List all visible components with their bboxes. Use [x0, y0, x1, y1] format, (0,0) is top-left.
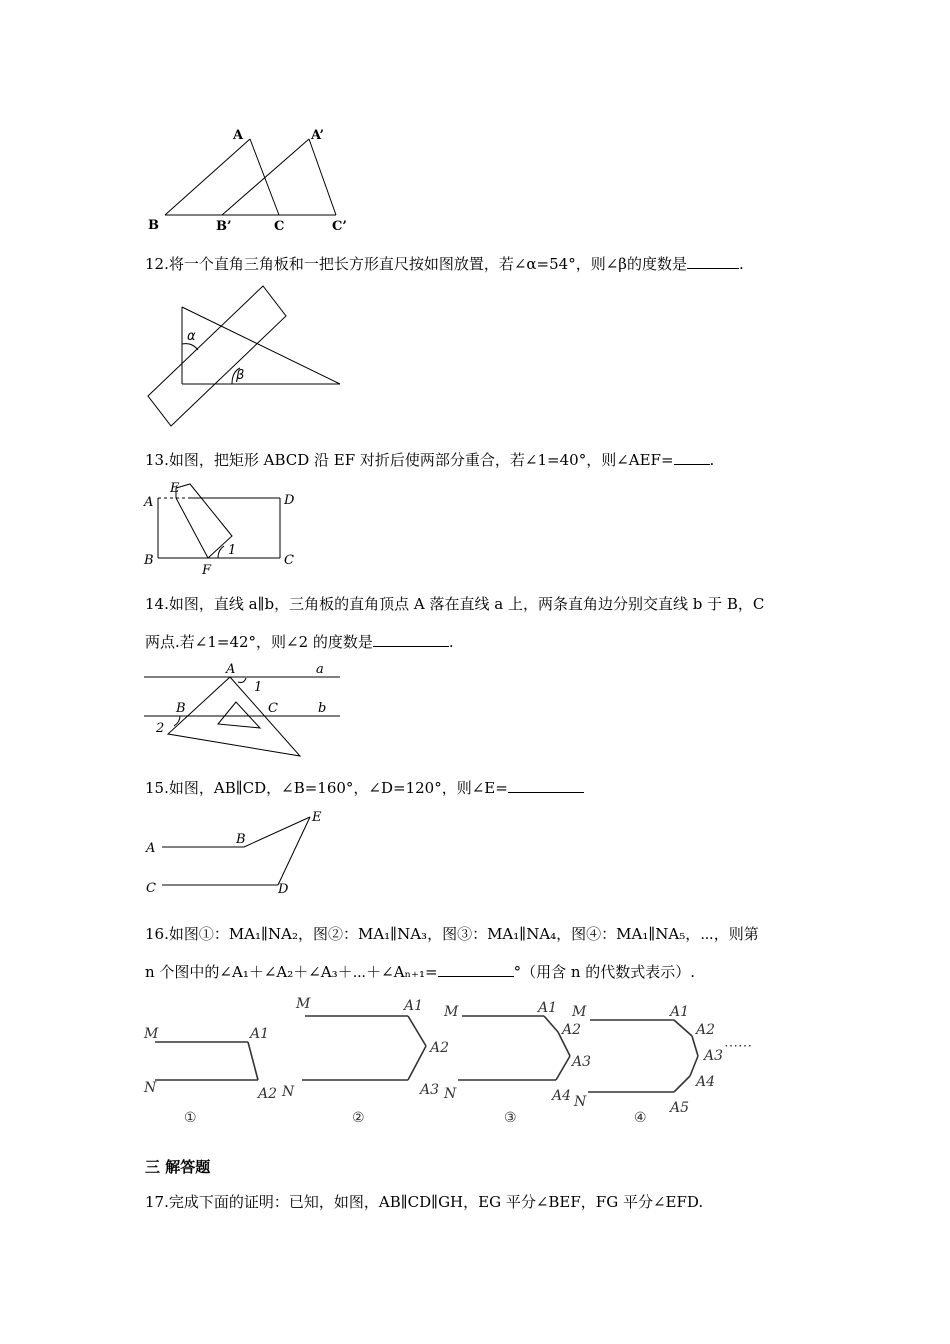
question-16-line-2: [145, 962, 695, 982]
question-14-line-1: [145, 594, 764, 614]
question-17-text: 17.完成下面的证明：已知，如图，AB∥CD∥GH，EG 平分∠BEF，FG 平分∠EFD.: [145, 1193, 704, 1211]
label-F: F: [202, 563, 212, 578]
question-16-text: 16.如图①：MA₁∥NA₂，图②：MA₁∥NA₃，图③：MA₁∥NA₄，图④：MA₁∥NA₅，⋯，则第: [145, 925, 759, 943]
question-15: [145, 778, 584, 798]
caption-3: ③: [504, 1110, 517, 1126]
label-B: B: [144, 553, 154, 568]
alpha-label: α: [187, 329, 196, 344]
label-A: A: [233, 128, 244, 143]
label-a: a: [316, 662, 324, 677]
question-15-text: 15.如图，AB∥CD，∠B=160°，∠D=120°，则∠E=: [145, 779, 508, 797]
fig4-M: M: [572, 1004, 587, 1020]
label-C-prime: C’: [332, 219, 347, 234]
fig4-A3: A3: [704, 1048, 724, 1064]
fig2-M: M: [296, 996, 311, 1012]
label-A-prime: A’: [311, 128, 325, 143]
label-C: C: [146, 881, 156, 896]
caption-4: ④: [634, 1110, 647, 1126]
fig2-A2: A2: [430, 1040, 450, 1056]
label-C: C: [274, 219, 285, 234]
fig3-N: N: [444, 1086, 457, 1102]
fig3-A3: A3: [572, 1054, 592, 1070]
question-16-text-2: n 个图中的∠A₁＋∠A₂＋∠A₃＋⋯＋∠Aₙ₊₁=: [145, 963, 438, 981]
fig4-N: N: [574, 1094, 587, 1110]
answer-blank-13[interactable]: [674, 450, 710, 465]
question-14-text-2: 两点.若∠1=42°，则∠2 的度数是: [145, 633, 373, 651]
label-A: A: [226, 662, 236, 677]
label-E: E: [312, 810, 322, 825]
question-13-end: .: [709, 451, 715, 469]
label-C: C: [284, 553, 294, 568]
beta-label: β: [236, 368, 245, 383]
fig1-M: M: [144, 1026, 159, 1042]
figure-15: [140, 803, 340, 898]
fig4-A4: A4: [696, 1074, 716, 1090]
fig4-A5: A5: [670, 1100, 690, 1116]
question-14-end: .: [448, 633, 454, 651]
fig1-A1: A1: [250, 1026, 270, 1042]
question-13: [145, 450, 714, 470]
figure-13: [140, 480, 305, 580]
fig2-A1: A1: [404, 998, 424, 1014]
label-b: b: [318, 701, 327, 716]
answer-blank-15[interactable]: [508, 778, 584, 793]
question-17: [145, 1192, 703, 1212]
label-A: A: [144, 495, 154, 510]
question-13-text: 13.如图，把矩形 ABCD 沿 EF 对折后使两部分重合，若∠1=40°，则∠AEF=: [145, 451, 674, 469]
answer-blank-12[interactable]: [687, 254, 739, 269]
label-B: B: [176, 701, 186, 716]
label-E: E: [170, 481, 180, 496]
ellipsis: ⋯⋯: [724, 1038, 752, 1054]
label-D: D: [278, 882, 289, 897]
label-B: B: [148, 218, 159, 233]
figure-12: [140, 282, 345, 427]
question-12-text: 12.将一个直角三角板和一把长方形直尺按如图放置，若∠α=54°，则∠β的度数是: [145, 255, 687, 273]
label-B: B: [236, 832, 246, 847]
question-16-line-1: [145, 924, 759, 944]
caption-2: ②: [352, 1110, 365, 1126]
fig2-N: N: [282, 1084, 295, 1100]
question-14-line-2: [145, 632, 454, 652]
label-B-prime: B’: [216, 219, 232, 234]
angle-1-label: 1: [254, 680, 263, 695]
figure-14: [140, 658, 360, 763]
question-12: [145, 254, 744, 274]
label-D: D: [284, 493, 295, 508]
fig3-A1: A1: [538, 1000, 558, 1016]
fig2-A3: A3: [420, 1082, 440, 1098]
fig1-A2: A2: [258, 1086, 278, 1102]
fig4-A1: A1: [670, 1004, 690, 1020]
fig3-A4: A4: [552, 1088, 572, 1104]
figure-16: [140, 992, 760, 1127]
fig3-M: M: [444, 1004, 459, 1020]
figure-11: [140, 122, 370, 237]
section-heading: 三 解答题: [145, 1158, 211, 1176]
label-C: C: [268, 701, 278, 716]
label-A: A: [146, 841, 156, 856]
answer-blank-16[interactable]: [438, 962, 514, 977]
fig4-A2: A2: [696, 1022, 716, 1038]
answer-blank-14[interactable]: [373, 632, 449, 647]
caption-1: ①: [184, 1110, 197, 1126]
question-12-end: .: [738, 255, 744, 273]
angle-1-label: 1: [228, 543, 237, 558]
fig3-A2: A2: [562, 1022, 582, 1038]
angle-2-label: 2: [156, 721, 165, 736]
fig1-N: N: [144, 1080, 157, 1096]
question-14-text: 14.如图，直线 a∥b，三角板的直角顶点 A 落在直线 a 上，两条直角边分别交直线 b 于 B，C: [145, 595, 765, 613]
question-16-text-3: °（用含 n 的代数式表示）.: [513, 963, 696, 981]
